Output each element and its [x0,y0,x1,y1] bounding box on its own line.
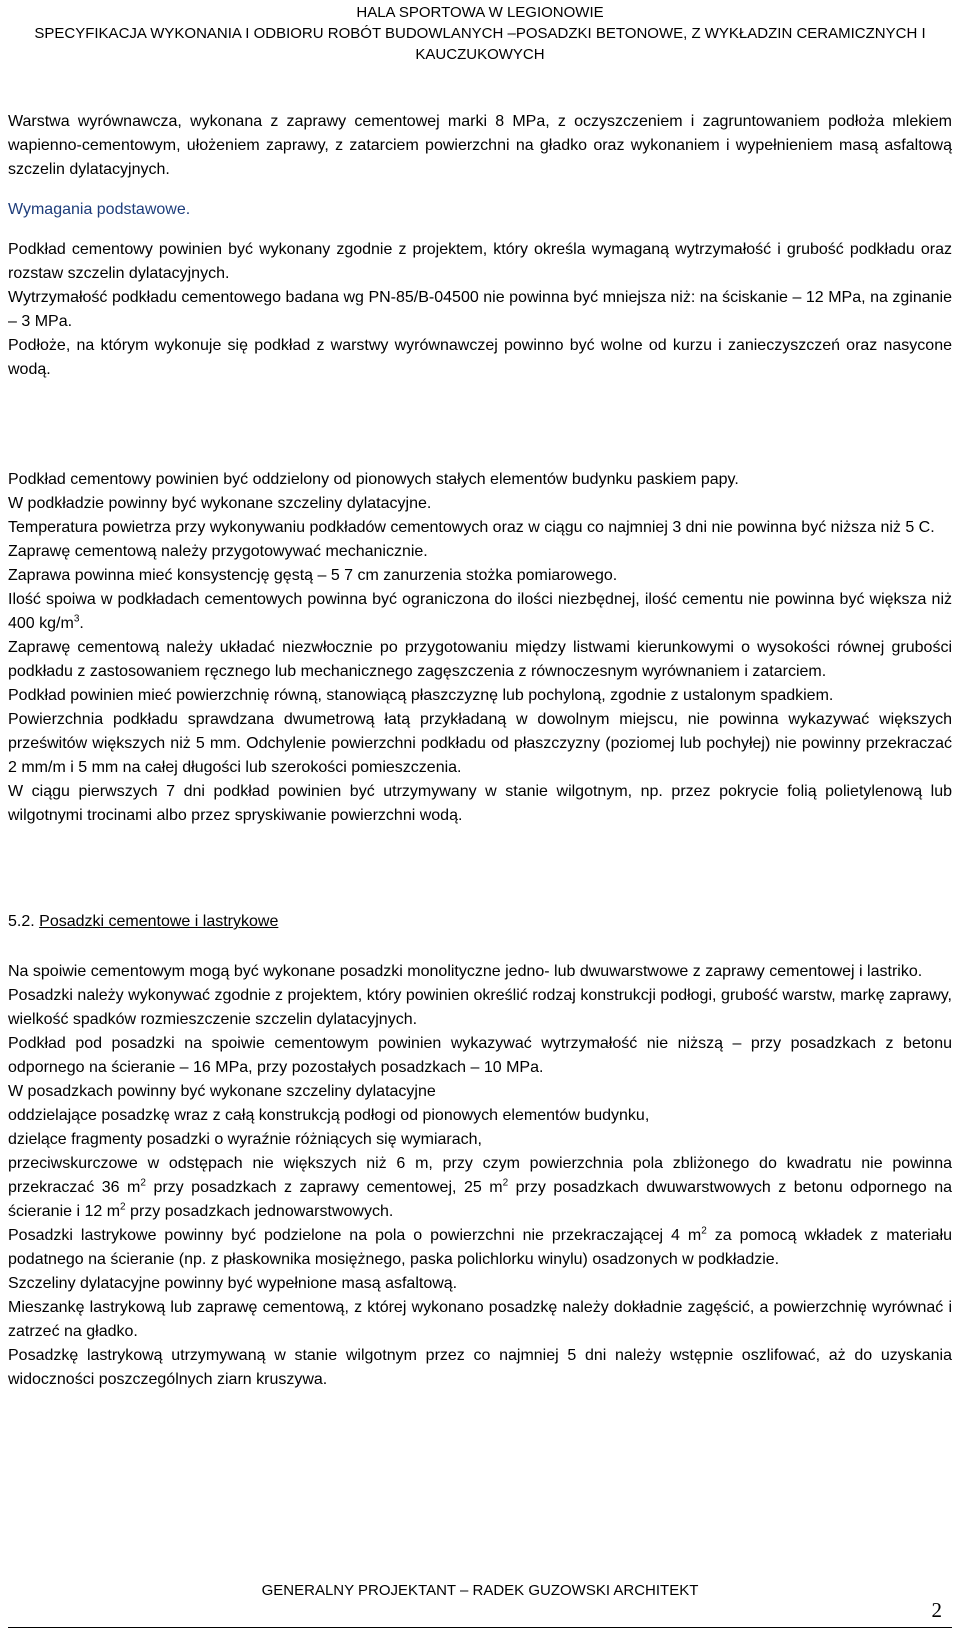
section-paragraph: Posadzkę lastrykową utrzymywaną w stanie wilgotnym przez co najmniej 5 dni należy wstępnie oszlifować, aż do uzyskania widoczności poszczególnych ziarn kruszywa. [8,1347,952,1388]
document-footer: GENERALNY PROJEKTANT – RADEK GUZOWSKI ARCHITEKT [261,1582,699,1599]
text-run: przy posadzkach z zaprawy cementowej, 25 m [145,1179,503,1196]
section-paragraph: Na spoiwie cementowym mogą być wykonane posadzki monolityczne jedno- lub dwuwarstwowe z zaprawy cementowej i lastriko. [8,963,923,980]
section-paragraph [8,1224,952,1272]
body-paragraph: Zaprawę cementową należy układać niezwłocznie po przygotowaniu między listwami kierunkowymi o wysokości równej grubości podkładu z zastosowaniem ręcznego lub mechanicznego zagęszczenia z równoczesnym wyrównaniem i zatarciem. [8,639,952,680]
section-paragraph [8,1152,952,1224]
section-paragraph: W posadzkach powinny być wykonane szczeliny dylatacyjne [8,1083,436,1100]
section-paragraph: oddzielające posadzkę wraz z całą konstrukcją podłogi od pionowych elementów budynku, [8,1107,650,1124]
body-paragraph: Temperatura powietrza przy wykonywaniu podkładów cementowych oraz w ciągu co najmniej 3 dni nie powinna być niższa niż 5 C. [8,519,935,536]
intro-paragraph: Podkład cementowy powinien być wykonany zgodnie z projektem, który określa wymaganą wytrzymałość i grubość podkładu oraz rozstaw szczelin dylatacyjnych. [8,241,952,282]
page-number: 2 [931,1598,942,1622]
body-block [8,468,952,828]
header-project-name: HALA SPORTOWA W LEGIONOWIE [356,4,604,21]
header-spec-title: SPECYFIKACJA WYKONANIA I ODBIORU ROBÓT BUDOWLANYCH –POSADZKI BETONOWE, Z WYKŁADZIN CERAMICZNYCH I [34,25,926,42]
footer-divider [8,1627,952,1628]
section-paragraph: Posadzki należy wykonywać zgodnie z projektem, który powinien określić rodzaj konstrukcji podłogi, grubość warstw, markę zaprawy, wielkość spadków rozmieszczenie szczelin dylatacyjnych. [8,987,952,1028]
text-run: przeciwskurczowe w odstępach nie większych niż 6 m, przy czym powierzchnia pola zbliżonego do kwadratu nie powinna przekraczać 36 m [8,1155,952,1196]
superscript: 2 [120,1201,126,1213]
intro-block [8,110,952,382]
section-paragraph: Szczeliny dylatacyjne powinny być wypełnione masą asfaltową. [8,1275,458,1292]
superscript: 3 [73,613,80,625]
body-paragraph: Zaprawę cementową należy przygotowywać mechanicznie. [8,543,428,560]
superscript: 2 [502,1177,509,1189]
superscript: 2 [140,1177,146,1189]
text-run: . [79,615,84,632]
body-paragraph: W podkładzie powinny być wykonane szczeliny dylatacyjne. [8,495,432,512]
text-run: przy posadzkach dwuwarstwowych z betonu odpornego na ścieranie i 12 m [8,1179,952,1220]
text-run: Ilość spoiwa w podkładach cementowych powinna być ograniczona do ilości niezbędnej, ilość cementu nie powinna być większa niż 400 kg/m [8,591,952,632]
document-header [0,2,960,65]
requirements-heading: Wymagania podstawowe. [8,201,191,218]
superscript: 2 [701,1225,707,1237]
section-number: 5.2. [8,913,35,930]
section-paragraph: dzielące fragmenty posadzki o wyraźnie różniących się wymiarach, [8,1131,482,1148]
body-paragraph: Powierzchnia podkładu sprawdzana dwumetrową łatą przykładaną w dowolnym miejscu, nie powinna wykazywać większych prześwitów większych niż 5 mm. Odchylenie powierzchni podkładu od płaszczyzny (poziomej lub pochyłej) nie powinny przekraczać 2 mm/m i 5 mm na całej długości lub szerokości pomieszczenia. [8,711,952,776]
intro-paragraph: Podłoże, na którym wykonuje się podkład z warstwy wyrównawczej powinno być wolne od kurzu i zanieczyszczeń oraz nasycone wodą. [8,337,952,378]
text-run: Posadzki lastrykowe powinny być podzielone na pola o powierzchni nie przekraczającej 4 m [8,1227,702,1244]
section-paragraph: Podkład pod posadzki na spoiwie cementowym powinien wykazywać wytrzymałość nie niższą – przy posadzkach z betonu odpornego na ścieranie – 16 MPa, przy pozostałych posadzkach – 10 MPa. [8,1035,952,1076]
body-paragraph: Podkład cementowy powinien być oddzielony od pionowych stałych elementów budynku paskiem papy. [8,471,739,488]
body-paragraph: Podkład powinien mieć powierzchnię równą, stanowiącą płaszczyznę lub pochyloną, zgodnie z ustalonym spadkiem. [8,687,834,704]
section-body [8,960,952,1392]
section-paragraph: Mieszankę lastrykową lub zaprawę cementową, z której wykonano posadzkę należy dokładnie zagęścić, a powierzchnię wyrównać i zatrzeć na gładko. [8,1299,952,1340]
intro-paragraph: Warstwa wyrównawcza, wykonana z zaprawy cementowej marki 8 MPa, z oczyszczeniem i zagruntowaniem podłoża mlekiem wapienno-cementowym, ułożeniem zaprawy, z zatarciem powierzchni na gładko oraz wykonaniem i wypełnieniem masą asfaltową szczelin dylatacyjnych. [8,113,952,178]
body-paragraph [8,588,952,636]
header-spec-title-cont: KAUCZUKOWYCH [415,46,545,63]
text-run: przy posadzkach jednowarstwowych. [125,1203,394,1220]
section-heading [8,910,952,934]
body-paragraph: Zaprawa powinna mieć konsystencję gęstą – 5 7 cm zanurzenia stożka pomiarowego. [8,567,618,584]
body-paragraph: W ciągu pierwszych 7 dni podkład powinien być utrzymywany w stanie wilgotnym, np. przez pokrycie folią polietylenową lub wilgotnymi trocinami albo przez spryskiwanie powierzchni wodą. [8,783,952,824]
section-title: Posadzki cementowe i lastrykowe [39,913,279,930]
text-run: za pomocą wkładek z materiału podatnego na ścieranie (np. z płaskownika mosiężnego, paska polichlorku winylu) osadzonych w podkładzie. [8,1227,952,1268]
intro-paragraph: Wytrzymałość podkładu cementowego badana wg PN-85/B-04500 nie powinna być mniejsza niż: na ściskanie – 12 MPa, na zginanie – 3 MPa. [8,289,952,330]
